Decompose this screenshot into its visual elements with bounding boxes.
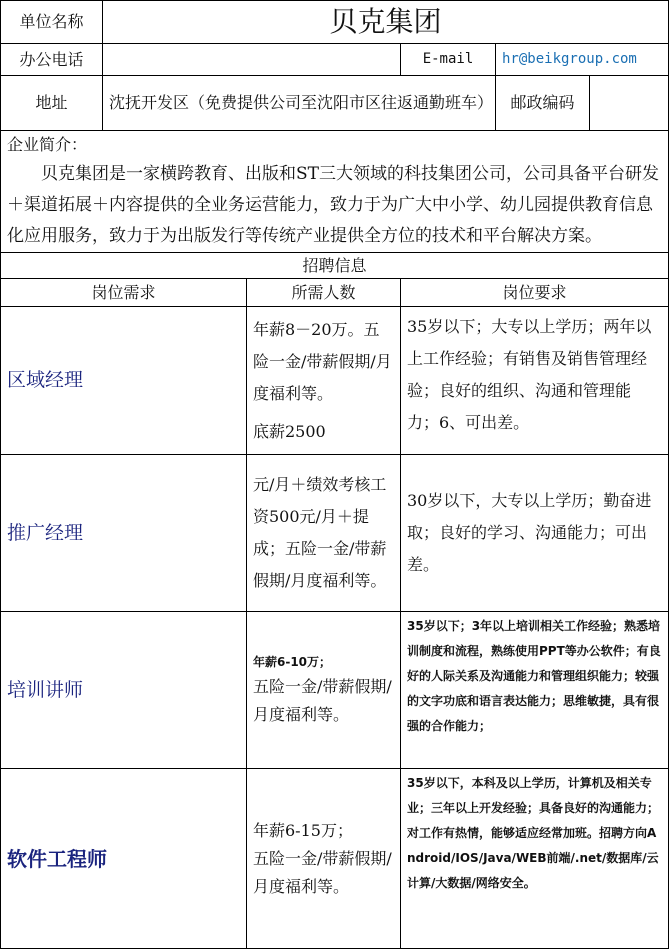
intro-label: 企业简介： [7,135,88,154]
job-requirement: 30岁以下，大专以上学历；勤奋进取；良好的学习、沟通能力；可出差。 [401,455,669,612]
job-pay-benefits: 五险一金/带薪假期/月度福利等。 [253,677,392,724]
job-pay-benefits: 五险一金/带薪假期/月度福利等。 [253,848,392,896]
recruit-title: 招聘信息 [1,253,669,279]
company-name: 贝克集团 [103,1,669,44]
job-pay [247,612,401,769]
job-row-trainer [1,612,669,769]
header-requirement: 岗位要求 [401,279,669,307]
job-pay-annual: 年薪6-15万； [253,820,353,840]
address-value: 沈抚开发区（免费提供公司至沈阳市区往返通勤班车） [103,76,496,131]
header-position: 岗位需求 [1,279,247,307]
recruit-title-row [1,253,669,279]
job-pay [247,307,401,455]
phone-label: 办公电话 [1,44,103,76]
job-title: 推广经理 [1,455,247,612]
job-row-software-engineer [1,769,669,949]
job-title: 培训讲师 [1,612,247,769]
job-row-regional-manager [1,307,669,455]
job-requirement: 35岁以下，本科及以上学历，计算机及相关专业；三年以上开发经验；具备良好的沟通能力；对工作有热情，能够适应经常加班。招聘方向Android/IOS/Java/WEB前端/.net/数据库/云计算/大数据/网络安全。 [401,769,669,949]
column-header-row [1,279,669,307]
intro-text: 贝克集团是一家横跨教育、出版和ST三大领域的科技集团公司，公司具备平台研发＋渠道拓展＋内容提供的全业务运营能力，致力于为广大中小学、幼儿园提供教育信息化应用服务，致力于为出版发行等传统产业提供全方位的技术和平台解决方案。 [7,164,659,246]
postcode-value [590,76,669,131]
job-pay: 元/月＋绩效考核工资500元/月＋提成；五险一金/带薪假期/月度福利等。 [247,455,401,612]
phone-value [103,44,401,76]
email-label: E-mail [401,44,496,76]
job-pay-main: 年薪8－20万。五险一金/带薪假期/月度福利等。 [253,319,392,403]
email-value[interactable]: hr@beikgroup.com [496,44,669,76]
company-label: 单位名称 [1,1,103,44]
company-row [1,1,669,44]
job-row-promotion-manager [1,455,669,612]
job-pay-base: 底薪2500 [253,421,326,441]
job-requirement: 35岁以下；大专以上学历；两年以上工作经验；有销售及销售管理经验；良好的组织、沟通和管理能力；6、可出差。 [401,307,669,455]
address-row [1,76,669,131]
address-label: 地址 [1,76,103,131]
job-pay [247,769,401,949]
job-requirement: 35岁以下；3年以上培训相关工作经验；熟悉培训制度和流程，熟练使用PPT等办公软件；有良好的人际关系及沟通能力和管理组织能力；较强的文字功底和语言表达能力；思维敏捷，具有很强的合作能力； [401,612,669,769]
contact-row [1,44,669,76]
postcode-label: 邮政编码 [496,76,590,131]
header-count: 所需人数 [247,279,401,307]
job-title: 区域经理 [1,307,247,455]
intro-cell [1,131,669,253]
job-pay-annual: 年薪6-10万； [253,655,332,669]
intro-row [1,131,669,253]
job-title: 软件工程师 [1,769,247,949]
